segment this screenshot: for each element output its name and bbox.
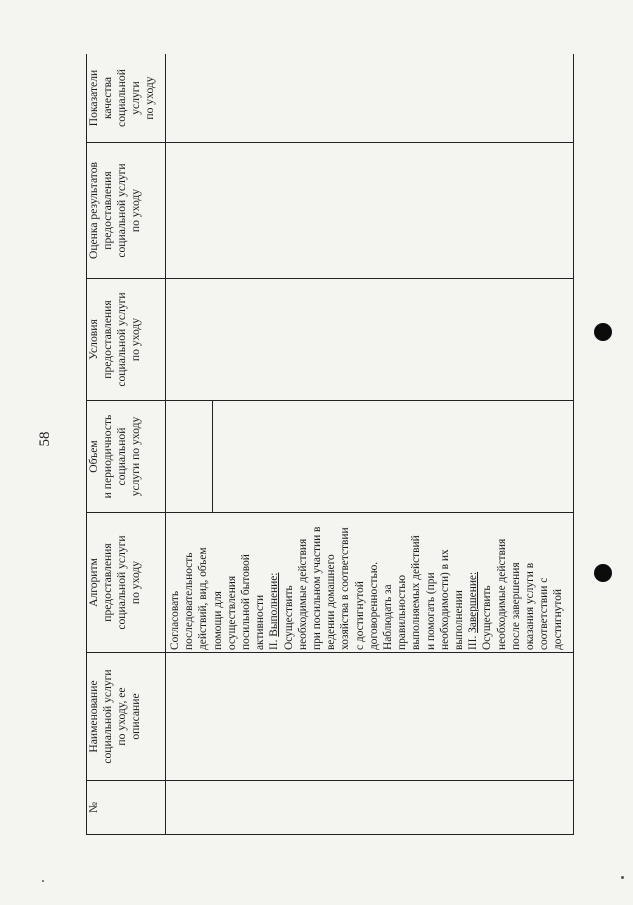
header-conditions [87, 279, 166, 401]
header-line: социальной услуги [115, 535, 128, 630]
header-row [87, 54, 166, 835]
algorithm-line: Наблюдать за [382, 584, 395, 650]
algorithm-line: ведении домашнего [325, 554, 338, 650]
algorithm-line: оказания услуги в [524, 562, 537, 650]
cell-name [166, 653, 574, 781]
header-line: социальной [115, 427, 128, 486]
algorithm-line: помощи для [211, 591, 224, 650]
rotated-table-container [86, 54, 574, 835]
algorithm-line: активности [254, 594, 267, 650]
scan-speck [42, 880, 44, 882]
header-line: услуги [129, 81, 142, 115]
header-evaluation [87, 143, 166, 279]
header-line: социальной услуги [115, 292, 128, 387]
volume-subdivision [166, 401, 213, 512]
header-line: услуги по уходу [129, 416, 142, 497]
punch-hole-mark [594, 323, 612, 341]
algorithm-line: и помогать (при [424, 572, 437, 650]
header-volume [87, 401, 166, 513]
header-line: описание [129, 693, 142, 740]
cell-conditions [166, 279, 574, 401]
cell-algorithm [166, 513, 574, 653]
algorithm-line: Осуществить [282, 585, 295, 650]
cell-num [166, 781, 574, 835]
header-line: Оценка результатов [87, 162, 100, 260]
cell-evaluation [166, 143, 574, 279]
algorithm-line: выполнении [453, 590, 466, 650]
cell-quality [166, 54, 574, 143]
page-number: 58 [37, 431, 53, 447]
header-line: качества [101, 76, 114, 120]
header-line: Наименование [87, 680, 100, 753]
punch-hole-mark [594, 564, 612, 582]
algorithm-line: посильной бытовой [240, 554, 253, 650]
algorithm-line: при посильном участии в [311, 526, 324, 650]
algorithm-line: договоренностью. [367, 561, 380, 650]
algorithm-line: Согласовать [169, 590, 181, 650]
header-line: Алгоритм [87, 558, 100, 607]
header-line: по уходу, ее [115, 687, 128, 746]
cell-volume [166, 401, 574, 513]
algorithm-line: хозяйства в соответствии [339, 527, 352, 650]
header-line: по уходу [129, 188, 142, 233]
header-line: предоставления [101, 300, 114, 379]
algorithm-line: последовательность [183, 552, 196, 650]
header-algorithm [87, 513, 166, 653]
algorithm-line: после завершения [509, 562, 522, 650]
algorithm-line: II. Выполнение: [268, 572, 281, 650]
header-name [87, 653, 166, 781]
header-line: социальной услуги [101, 669, 114, 764]
algorithm-line: соответствии с [538, 577, 551, 650]
header-num-text: № [87, 801, 100, 814]
scan-speck [621, 876, 624, 879]
algorithm-line: необходимости) в их [438, 549, 451, 650]
algorithm-line: правильностью [396, 574, 409, 650]
algorithm-line: необходимые действия [296, 538, 309, 650]
algorithm-line: с достигнутой [353, 581, 366, 650]
header-line: Показатели [87, 69, 100, 127]
algorithm-line: необходимые действия [495, 538, 508, 650]
header-line: социальной [115, 69, 128, 127]
header-num [87, 781, 166, 835]
header-line: по уходу [129, 317, 142, 362]
algorithm-line: осуществления [225, 575, 238, 650]
service-table [86, 54, 574, 835]
header-line: Объем [87, 440, 100, 473]
algorithm-line: достигнутой [552, 589, 565, 650]
header-line: и периодичность [101, 414, 114, 499]
header-line: предоставления [101, 543, 114, 622]
table-row [166, 54, 574, 835]
header-line: по уходу [129, 560, 142, 605]
algorithm-line: действий, вид, объем [197, 547, 210, 650]
header-quality [87, 54, 166, 143]
header-line: социальной услуги [115, 163, 128, 258]
header-line: по уходу [143, 76, 156, 120]
algorithm-line: выполняемых действий [410, 535, 423, 650]
algorithm-line: III. Завершение: [467, 571, 480, 650]
header-line: Условия [87, 319, 100, 360]
algorithm-line: Осуществить [481, 585, 494, 650]
header-line: предоставления [101, 171, 114, 250]
